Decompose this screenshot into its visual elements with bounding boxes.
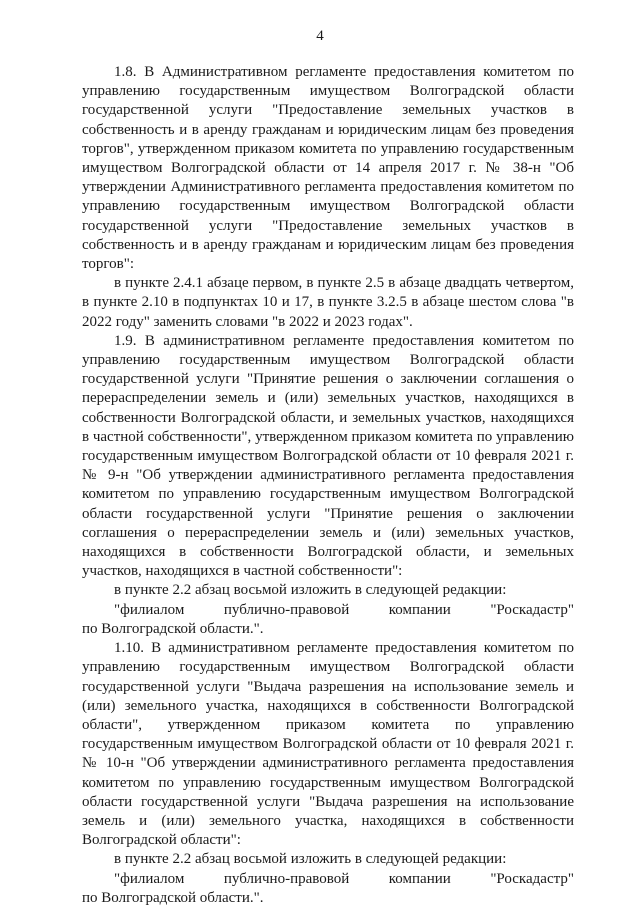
document-body [82, 63, 574, 908]
paragraph-1-9: 1.9. В административном регламенте предоставления комитетом по управлению государственным имуществом Волгоградской области государственной услуги "Принятие решения о заключении соглашения о перераспределении земель и (или) земельных участков, находящихся в собственности Волгоградской области, и земельных участков, находящихся в частной собственности", утвержденном приказом комитета по управлению государственным имуществом Волгоградской области от 10 февраля 2021 г. № 9-н "Об утверждении административного регламента предоставления комитетом по управлению государственным имуществом Волгоградской области государственной услуги "Принятие решения о заключении соглашения о перераспределении земель и (или) земельных участков, находящихся в собственности Волгоградской области, и земельных участков, находящихся в частной собственности": [82, 332, 574, 580]
paragraph-1-10-filial-end: по Волгоградской области.". [82, 889, 264, 906]
paragraph-1-10: 1.10. В административном регламенте предоставления комитетом по управлению государственным имуществом Волгоградской области государственной услуги "Выдача разрешения на использование земель и (или) земельного участка, находящихся в собственности Волгоградской области", утвержденном приказом комитета по управлению государственным имуществом Волгоградской области от 10 февраля 2021 г. № 10-н "Об утверждении административного регламента предоставления комитетом по управлению государственным имуществом Волгоградской области государственной услуги "Выдача разрешения на использование земель и (или) земельного участка, находящихся в собственности Волгоградской области": [82, 640, 574, 849]
paragraph-1-9-filial-end: по Волгоградской области.". [82, 620, 264, 637]
filial-word: публично-правовой [223, 601, 350, 618]
filial-word: "Роскадастр" [490, 601, 574, 618]
paragraph-1-9-amendment: в пункте 2.2 абзац восьмой изложить в следующей редакции: [114, 582, 507, 599]
filial-word: публично-правовой [223, 870, 350, 887]
filial-word: "филиалом [114, 601, 185, 618]
paragraph-1-8: 1.8. В Административном регламенте предоставления комитетом по управлению государственным имуществом Волгоградской области государственной услуги "Предоставление земельных участков в собственность и в аренду гражданам и юридическим лицам без проведения торгов", утвержденном приказом комитета по управлению государственным имуществом Волгоградской области от 14 апреля 2017 г. № 38-н "Об утверждении Административного регламента предоставления комитетом по управлению государственным имуществом Волгоградской области государственной услуги "Предоставление земельных участков в собственность и в аренду гражданам и юридическим лицам без проведения торгов": [82, 64, 574, 273]
filial-word: компании [388, 870, 451, 887]
page-number: 4 [316, 28, 324, 44]
paragraph-1-8-amendment: в пункте 2.4.1 абзаце первом, в пункте 2.5 в абзаце двадцать четвертом, в пункте 2.10 в подпунктах 10 и 17, в пункте 3.2.5 в абзаце шестом слова "в 2022 году" заменить словами "в 2022 и 2023 годах". [82, 275, 574, 330]
paragraph-1-9-filial-line [82, 601, 574, 620]
filial-word: "филиалом [114, 870, 185, 887]
paragraph-1-10-amendment: в пункте 2.2 абзац восьмой изложить в следующей редакции: [114, 851, 507, 868]
paragraph-1-10-filial-line [82, 870, 574, 889]
filial-word: компании [388, 601, 451, 618]
filial-word: "Роскадастр" [490, 870, 574, 887]
